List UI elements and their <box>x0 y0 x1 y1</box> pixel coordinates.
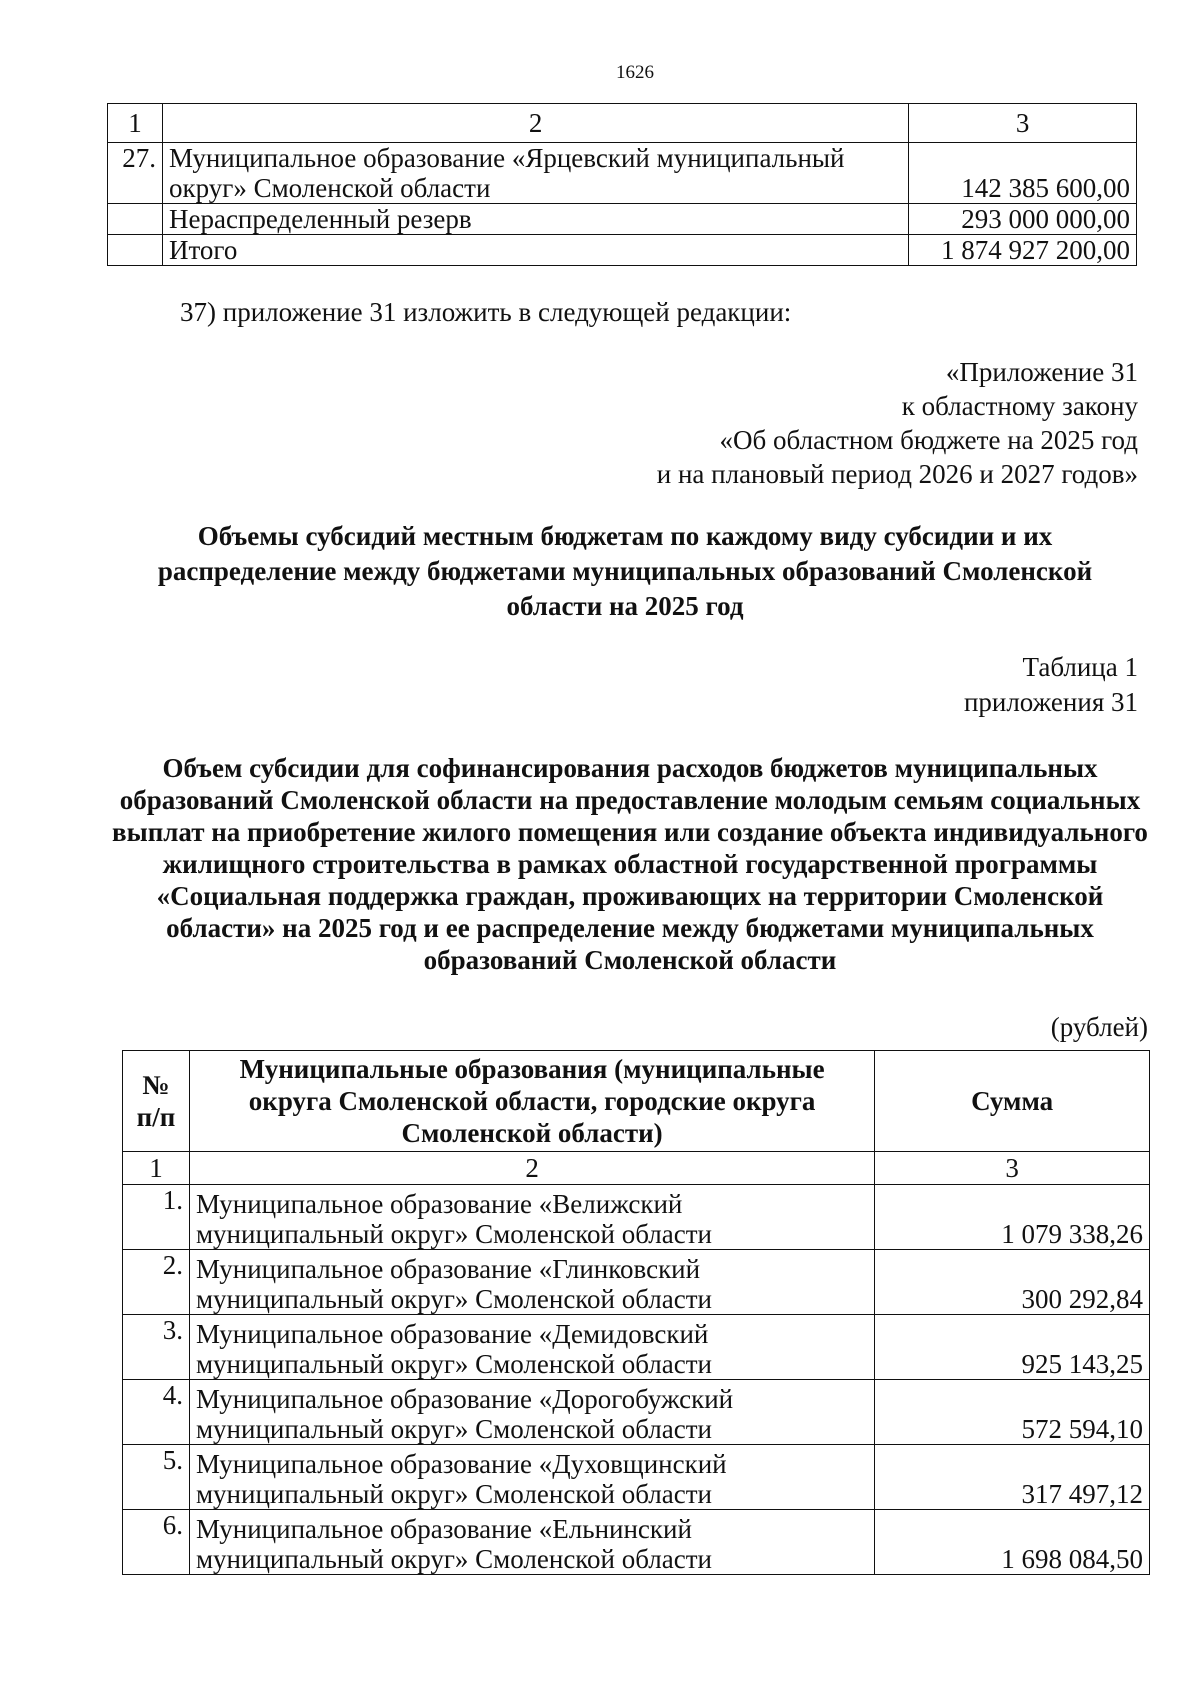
table-row-total <box>108 235 1137 266</box>
table-index-row <box>108 104 1137 143</box>
annex-ref-line: и на плановый период 2026 и 2027 годов» <box>656 459 1138 489</box>
row-amount: 1 874 927 200,00 <box>909 235 1137 266</box>
row-number: 1. <box>123 1185 190 1250</box>
row-number: 5. <box>123 1445 190 1510</box>
table-row <box>123 1250 1150 1315</box>
row-number: 27. <box>108 143 163 204</box>
annex-ref-line: к областному закону <box>901 391 1138 421</box>
row-name: Муниципальное образование «Духовщинский муниципальный округ» Смоленской области <box>189 1445 874 1510</box>
page-number: 1626 <box>616 62 654 83</box>
row-name: Муниципальное образование «Демидовский муниципальный округ» Смоленской области <box>189 1315 874 1380</box>
row-amount: 1 079 338,26 <box>875 1185 1150 1250</box>
table-row <box>123 1445 1150 1510</box>
row-amount: 142 385 600,00 <box>909 143 1137 204</box>
row-amount: 300 292,84 <box>875 1250 1150 1315</box>
row-name: Муниципальное образование «Ельнинский муниципальный округ» Смоленской области <box>189 1510 874 1575</box>
table-label <box>964 650 1138 720</box>
row-number <box>108 235 163 266</box>
table-label-line: приложения 31 <box>963 687 1138 717</box>
row-amount: 572 594,10 <box>875 1380 1150 1445</box>
row-name: Муниципальное образование «Дорогобужский муниципальный округ» Смоленской области <box>189 1380 874 1445</box>
header-num: № п/п <box>123 1051 190 1152</box>
table-row <box>123 1380 1150 1445</box>
main-title: Объемы субсидий местным бюджетам по каждому виду субсидии и их распределение между бюджетами муниципальных образований Смоленской области на 2025 год <box>157 521 1093 621</box>
index-cell: 2 <box>189 1152 874 1185</box>
table-index-row <box>123 1152 1150 1185</box>
row-name: Муниципальное образование «Велижский муниципальный округ» Смоленской области <box>189 1185 874 1250</box>
row-amount: 925 143,25 <box>875 1315 1150 1380</box>
unit-label: (рублей) <box>1050 1012 1148 1042</box>
header-name: Муниципальные образования (муниципальные округа Смоленской области, городские округа Смоленской области) <box>189 1051 874 1152</box>
table-row <box>108 143 1137 204</box>
table-row <box>123 1510 1150 1575</box>
index-cell: 2 <box>162 104 908 143</box>
header-amount: Сумма <box>875 1051 1150 1152</box>
row-number: 2. <box>123 1250 190 1315</box>
row-number: 6. <box>123 1510 190 1575</box>
amendment-text: 37) приложение 31 изложить в следующей редакции: <box>180 297 792 327</box>
index-cell: 1 <box>108 104 163 143</box>
index-cell: 3 <box>909 104 1137 143</box>
row-amount: 293 000 000,00 <box>909 204 1137 235</box>
row-amount: 1 698 084,50 <box>875 1510 1150 1575</box>
continuation-table <box>107 103 1137 266</box>
table-row <box>123 1315 1150 1380</box>
row-name: Муниципальное образование «Ярцевский муниципальный округ» Смоленской области <box>162 143 908 204</box>
index-cell: 3 <box>875 1152 1150 1185</box>
annex-reference <box>657 355 1138 491</box>
row-amount: 317 497,12 <box>875 1445 1150 1510</box>
annex-ref-line: «Приложение 31 <box>945 357 1138 387</box>
row-number <box>108 204 163 235</box>
table-row <box>108 204 1137 235</box>
table-row <box>123 1185 1150 1250</box>
row-name: Муниципальное образование «Глинковский муниципальный округ» Смоленской области <box>189 1250 874 1315</box>
row-name: Итого <box>162 235 908 266</box>
row-number: 4. <box>123 1380 190 1445</box>
table-label-line: Таблица 1 <box>1022 652 1138 682</box>
subsidy-table <box>122 1050 1150 1575</box>
annex-ref-line: «Об областном бюджете на 2025 год <box>719 425 1138 455</box>
row-number: 3. <box>123 1315 190 1380</box>
row-name: Нераспределенный резерв <box>162 204 908 235</box>
index-cell: 1 <box>123 1152 190 1185</box>
table-title: Объем субсидии для софинансирования расходов бюджетов муниципальных образований Смоленской области на предоставление молодым семьям социальных выплат на приобретение жилого помещения или создание объекта индивидуального жилищного строительства в рамках областной государственной программы «Социальная поддержка граждан, проживающих на территории Смоленской области» на 2025 год и ее распределение между бюджетами муниципальных образований Смоленской области <box>112 753 1148 975</box>
table-header-row <box>123 1051 1150 1152</box>
